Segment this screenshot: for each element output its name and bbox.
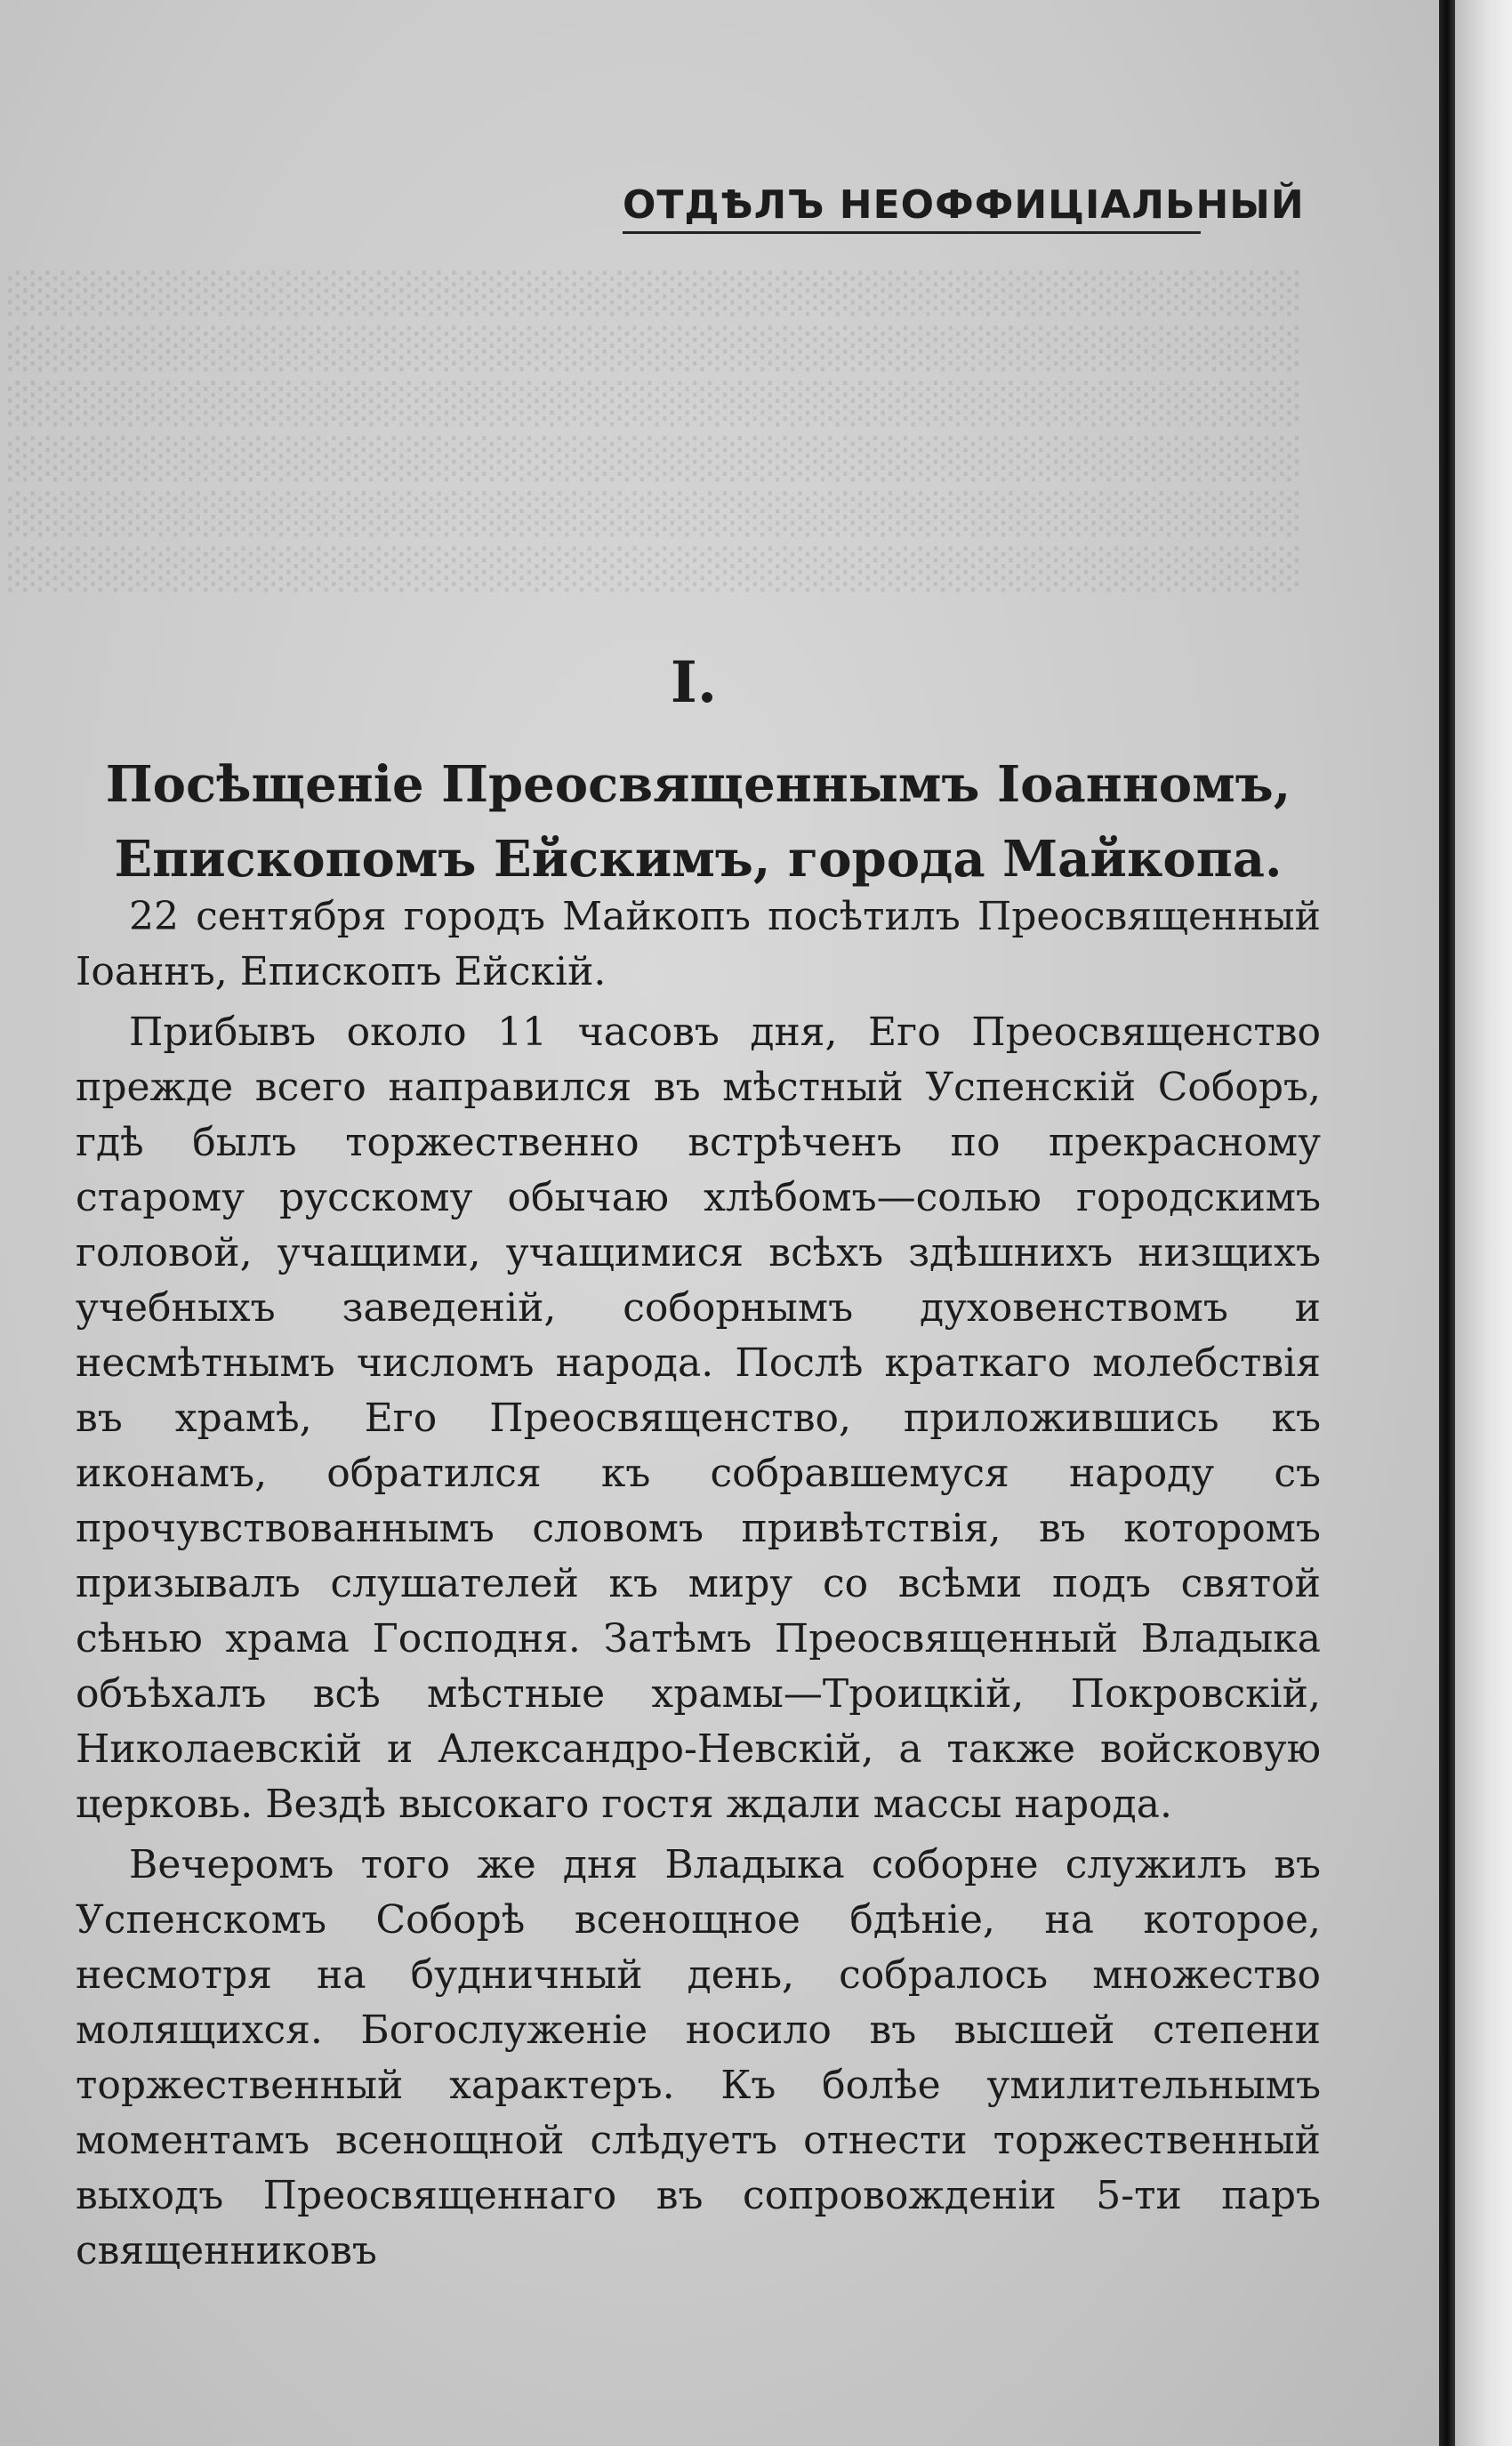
article-body — [76, 889, 1321, 2284]
paragraph: Прибывъ около 11 часовъ дня, Его Преосвященство прежде всего направился въ мѣстный Успенскій Соборъ, гдѣ былъ торжественно встрѣченъ по прекрасному старому русскому обычаю хлѣбомъ—солью городскимъ головой, учащими, учащимися всѣхъ здѣшнихъ низщихъ учебныхъ заведеній, соборнымъ духовенствомъ и несмѣтнымъ числомъ народа. Послѣ краткаго молебствія въ храмѣ, Его Преосвященство, приложившись къ иконамъ, обратился къ собравшемуся народу съ прочувствованнымъ словомъ привѣтствія, въ которомъ призывалъ слушателей къ миру со всѣми подъ святой сѣнью храма Господня. Затѣмъ Преосвященный Владыка объѣхалъ всѣ мѣстные храмы—Троицкій, Покровскій, Николаевскій и Александро-Невскій, а также войсковую церковь. Вездѣ высокаго гостя ждали массы народа. — [76, 1010, 1321, 1827]
book-spine — [1439, 0, 1455, 2446]
bleed-through-texture: ░░░░░░░░░░░░░░░░░░░░░░░░░░░░░░░░░░░░░░░░░░░ ░░░░░░░░░░░░░░░░░░░░░░░░░░░░░░░░░░░░░░░░░░░ ░░░░░░░░░░░░░░░░░░░░░░░░░░░░░░░░░░░░░░░░░░░ ░░░░░░░░░░░░░░░░░░░░░░░░░░░░░░░░░░░░░░░░░░░ ░░░░░░░░░░░░░░░░░░░░░░░░░░░░░░░░░░░░░░░░░░░ ░░░░░░░░░░░░░░░░░░░░░░░░░░░░░░░░░░░░░░░░░░░ — [4, 271, 1299, 592]
paragraph: Вечеромъ того же дня Владыка соборне служилъ въ Успенскомъ Соборѣ всенощное бдѣніе, на которое, несмотря на будничный день, собралось множество молящихся. Богослуженіе носило въ высшей степени торжественный характеръ. Къ болѣе умилительнымъ моментамъ всенощной слѣдуетъ отнести торжественный выходъ Преосвященнаго въ сопровожденіи 5-ти паръ священниковъ — [76, 1842, 1321, 2273]
adjacent-page-edge — [1455, 0, 1512, 2446]
section-number: I. — [670, 649, 718, 716]
paragraph: 22 сентября городъ Майкопъ посѣтилъ Преосвященный Іоаннъ, Епископъ Ейскій. — [76, 894, 1321, 994]
article-title: Посѣщеніе Преосвященнымъ Іоанномъ, Епископомъ Ейскимъ, города Майкопа. — [105, 755, 1291, 889]
section-header: ОТДѢЛЪ НЕОФФИЦІАЛЬНЫЙ — [623, 182, 1201, 234]
